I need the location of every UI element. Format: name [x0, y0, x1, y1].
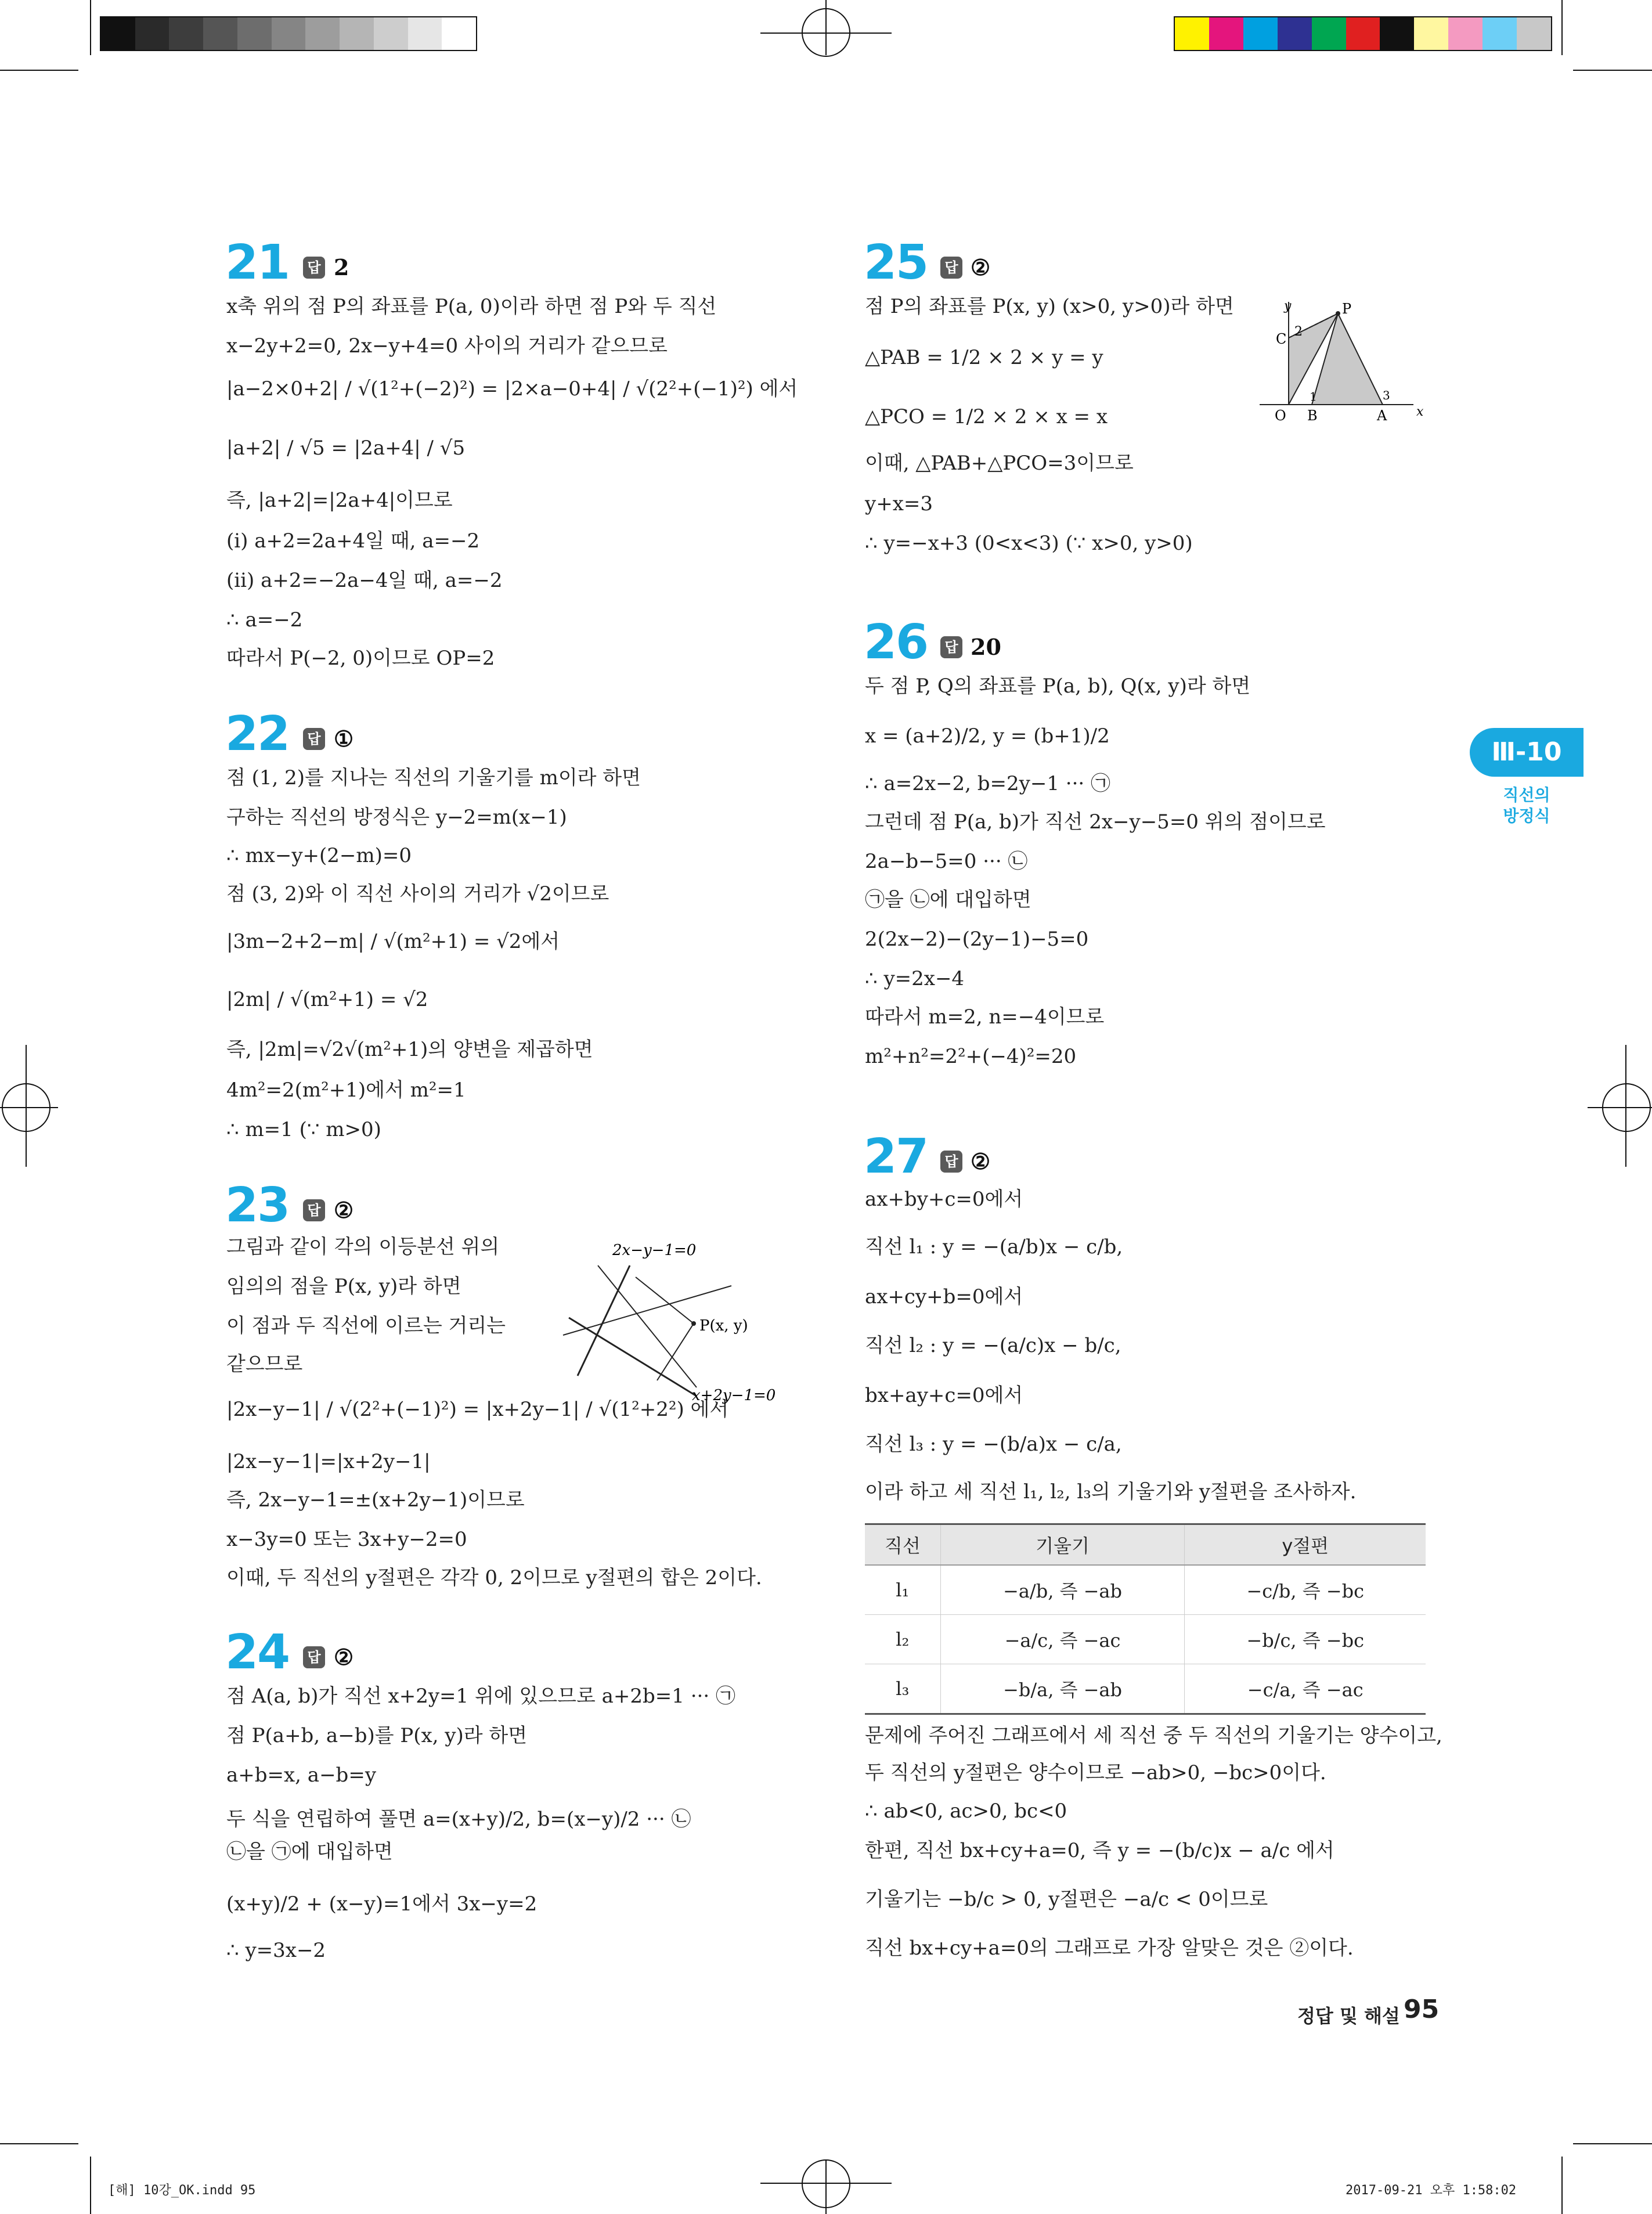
answer-value: 2 — [334, 254, 349, 280]
solution-line: 그런데 점 P(a, b)가 직선 2x−y−5=0 위의 점이므로 — [865, 810, 1326, 834]
problem-number: 25 — [864, 235, 928, 290]
answer-value: ② — [334, 1644, 354, 1670]
solution-line: ∴ y=2x−4 — [865, 967, 965, 990]
problem-number: 23 — [225, 1178, 290, 1233]
answer-value: ② — [971, 1148, 991, 1174]
solution-line: 4m²=2(m²+1)에서 m²=1 — [226, 1079, 466, 1102]
solution-line: 이 점과 두 직선에 이르는 거리는 — [226, 1314, 506, 1337]
solution-line: 점 A(a, b)가 직선 x+2y=1 위에 있으므로 a+2b=1 ··· ㉠ — [226, 1685, 735, 1708]
solution-line: x−2y+2=0, 2x−y+4=0 사이의 거리가 같으므로 — [226, 334, 668, 358]
solution-line: ∴ y=−x+3 (0<x<3) (∵ x>0, y>0) — [865, 532, 1193, 555]
answer-badge: 답 — [303, 257, 325, 279]
table-cell: l₃ — [865, 1664, 940, 1714]
solution-line: m²+n²=2²+(−4)²=20 — [865, 1045, 1077, 1068]
footer-section: 정답 및 해설 — [1297, 2005, 1400, 2027]
solution-line: |2x−y−1|=|x+2y−1| — [226, 1450, 431, 1473]
solution-line: 임의의 점을 P(x, y)라 하면 — [226, 1275, 461, 1298]
answer-value: 20 — [971, 634, 1001, 660]
chapter-subtitle-line: 직선의 — [1503, 785, 1550, 805]
solution-line: 문제에 주어진 그래프에서 세 직선 중 두 직선의 기울기는 양수이고, — [865, 1724, 1442, 1747]
solution-line: ㉠을 ㉡에 대입하면 — [865, 888, 1031, 911]
line-label: 2x−y−1=0 — [612, 1242, 697, 1259]
answer-badge: 답 — [303, 1646, 325, 1668]
solution-line: ax+cy+b=0에서 — [865, 1285, 1023, 1308]
slug-file: [해] 10강_OK.indd 95 — [108, 2183, 256, 2198]
length-label: 2 — [1294, 324, 1303, 339]
solution-line: 이라 하고 세 직선 l₁, l₂, l₃의 기울기와 y절편을 조사하자. — [865, 1480, 1357, 1503]
solution-line: 직선 bx+cy+a=0의 그래프로 가장 알맞은 것은 ②이다. — [865, 1937, 1354, 1960]
chapter-subtitle — [1477, 785, 1576, 827]
table-header: 기울기 — [940, 1524, 1185, 1566]
registration-mark — [802, 2159, 850, 2208]
slope-intercept-table — [865, 1523, 1426, 1715]
answer-badge: 답 — [940, 1151, 962, 1173]
answer-badge: 답 — [303, 1199, 325, 1221]
solution-line: 한편, 직선 bx+cy+a=0, 즉 y = −(b/c)x − a/c 에서 — [865, 1839, 1334, 1862]
registration-mark — [1602, 1083, 1651, 1132]
solution-line: x축 위의 점 P의 좌표를 P(a, 0)이라 하면 점 P와 두 직선 — [226, 295, 717, 318]
point-label: B — [1307, 408, 1318, 424]
solution-line: 구하는 직선의 방정식은 y−2=m(x−1) — [226, 806, 567, 829]
table-cell: l₂ — [865, 1615, 940, 1664]
answer-badge: 답 — [940, 257, 962, 279]
table-cell: −a/c, 즉 −ac — [940, 1615, 1185, 1664]
registration-mark — [802, 8, 850, 57]
slug-date: 2017-09-21 오후 1:58:02 — [1346, 2183, 1517, 2198]
solution-line: 기울기는 −b/c > 0, y절편은 −a/c < 0이므로 — [865, 1888, 1268, 1911]
solution-line: 같으므로 — [226, 1353, 303, 1376]
solution-line: 두 점 P, Q의 좌표를 P(a, b), Q(x, y)라 하면 — [865, 675, 1251, 698]
solution-line: 그림과 같이 각의 이등분선 위의 — [226, 1235, 500, 1259]
point-label: P(x, y) — [699, 1317, 748, 1335]
solution-line: x = (a+2)/2, y = (b+1)/2 — [865, 724, 1110, 748]
solution-line: ∴ a=2x−2, b=2y−1 ··· ㉠ — [865, 772, 1110, 795]
solution-line: ∴ y=3x−2 — [226, 1939, 326, 1962]
table-row — [865, 1664, 1426, 1714]
solution-line: 점 (1, 2)를 지나는 직선의 기울기를 m이라 하면 — [226, 766, 641, 789]
solution-line: 2a−b−5=0 ··· ㉡ — [865, 850, 1028, 873]
axis-label: y — [1284, 299, 1292, 313]
solution-line: ㉡을 ㉠에 대입하면 — [226, 1840, 393, 1863]
solution-line: 즉, |2m|=√2√(m²+1)의 양변을 제곱하면 — [226, 1038, 593, 1061]
answer-badge: 답 — [940, 636, 962, 658]
axis-label: x — [1416, 405, 1424, 419]
table-cell: −a/b, 즉 −ab — [940, 1565, 1185, 1615]
solution-line: △PCO = 1/2 × 2 × x = x — [865, 405, 1108, 428]
solution-line: 직선 l₃ : y = −(b/a)x − c/a, — [865, 1433, 1122, 1456]
point-label: P — [1342, 301, 1352, 317]
point-label: A — [1377, 408, 1387, 424]
problem-number: 27 — [864, 1129, 928, 1184]
point-label: C — [1276, 331, 1287, 347]
problem-number: 24 — [225, 1625, 290, 1680]
table-row — [865, 1615, 1426, 1664]
table-cell: −c/b, 즉 −bc — [1185, 1565, 1426, 1615]
table-header: 직선 — [865, 1524, 940, 1566]
solution-line: 직선 l₁ : y = −(a/b)x − c/b, — [865, 1235, 1123, 1259]
solution-line: ∴ ab<0, ac>0, bc<0 — [865, 1800, 1067, 1823]
answer-value: ② — [971, 254, 991, 280]
triangle-figure — [1254, 296, 1428, 430]
chapter-tab: Ⅲ-10 — [1470, 728, 1584, 777]
solution-line: (x+y)/2 + (x−y)=1에서 3x−y=2 — [226, 1892, 538, 1916]
solution-line: 점 (3, 2)와 이 직선 사이의 거리가 √2이므로 — [226, 882, 609, 906]
solution-line: 두 직선의 y절편은 양수이므로 −ab>0, −bc>0이다. — [865, 1761, 1326, 1784]
solution-line: y+x=3 — [865, 492, 933, 515]
solution-line: |a−2×0+2| / √(1²+(−2)²) = |2×a−0+4| / √(2²+(−1)²) 에서 — [226, 377, 798, 401]
solution-line: ∴ m=1 (∵ m>0) — [226, 1118, 381, 1141]
solution-line: 점 P의 좌표를 P(x, y) (x>0, y>0)라 하면 — [865, 295, 1234, 318]
solution-line: (ⅰ) a+2=2a+4일 때, a=−2 — [226, 529, 480, 553]
solution-line: 점 P(a+b, a−b)를 P(x, y)라 하면 — [226, 1724, 528, 1747]
table-cell: −b/a, 즉 −ab — [940, 1664, 1185, 1714]
grayscale-bar — [100, 16, 477, 51]
solution-line: (ⅱ) a+2=−2a−4일 때, a=−2 — [226, 569, 503, 592]
length-label: 3 — [1383, 388, 1390, 402]
solution-line: |3m−2+2−m| / √(m²+1) = √2에서 — [226, 930, 560, 953]
page-number: 95 — [1404, 1995, 1440, 2024]
color-bar — [1174, 16, 1552, 51]
solution-line: |a+2| / √5 = |2a+4| / √5 — [226, 437, 466, 460]
chapter-subtitle-line: 방정식 — [1503, 806, 1550, 825]
solution-line: |2x−y−1| / √(2²+(−1)²) = |x+2y−1| / √(1²+2²) 에서 — [226, 1398, 729, 1421]
line-label: x+2y−1=0 — [692, 1387, 776, 1404]
answer-badge: 답 — [303, 728, 325, 750]
problem-number: 22 — [225, 706, 290, 762]
solution-line: ∴ mx−y+(2−m)=0 — [226, 844, 412, 867]
solution-line: x−3y=0 또는 3x+y−2=0 — [226, 1528, 467, 1551]
solution-line: ∴ a=−2 — [226, 608, 303, 632]
solution-line: bx+ay+c=0에서 — [865, 1384, 1023, 1407]
angle-bisector-figure — [557, 1231, 801, 1422]
point-label: O — [1275, 408, 1286, 424]
table-cell: −c/a, 즉 −ac — [1185, 1664, 1426, 1714]
solution-line: ax+by+c=0에서 — [865, 1188, 1023, 1211]
length-label: 1 — [1310, 390, 1317, 403]
solution-line: 직선 l₂ : y = −(a/c)x − b/c, — [865, 1334, 1121, 1357]
table-cell: −b/c, 즉 −bc — [1185, 1615, 1426, 1664]
solution-line: a+b=x, a−b=y — [226, 1764, 377, 1787]
solution-line: 2(2x−2)−(2y−1)−5=0 — [865, 928, 1089, 951]
solution-line: 따라서 P(−2, 0)이므로 OP=2 — [226, 647, 495, 670]
problem-number: 21 — [225, 235, 290, 290]
solution-line: 따라서 m=2, n=−4이므로 — [865, 1005, 1105, 1029]
solution-line: 이때, △PAB+△PCO=3이므로 — [865, 452, 1134, 475]
problem-number: 26 — [864, 615, 928, 670]
solution-line: 이때, 두 직선의 y절편은 각각 0, 2이므로 y절편의 합은 2이다. — [226, 1566, 762, 1589]
answer-value: ① — [334, 726, 354, 752]
table-header: y절편 — [1185, 1524, 1426, 1566]
solution-line: 즉, 2x−y−1=±(x+2y−1)이므로 — [226, 1488, 525, 1512]
solution-line: |2m| / √(m²+1) = √2 — [226, 988, 428, 1011]
answer-value: ② — [334, 1197, 354, 1223]
solution-line: 두 식을 연립하여 풀면 a=(x+y)/2, b=(x−y)/2 ··· ㉡ — [226, 1808, 691, 1831]
solution-line: △PAB = 1/2 × 2 × y = y — [865, 346, 1103, 369]
registration-mark — [2, 1083, 51, 1132]
table-row — [865, 1565, 1426, 1615]
solution-line: 즉, |a+2|=|2a+4|이므로 — [226, 489, 453, 512]
table-cell: l₁ — [865, 1565, 940, 1615]
